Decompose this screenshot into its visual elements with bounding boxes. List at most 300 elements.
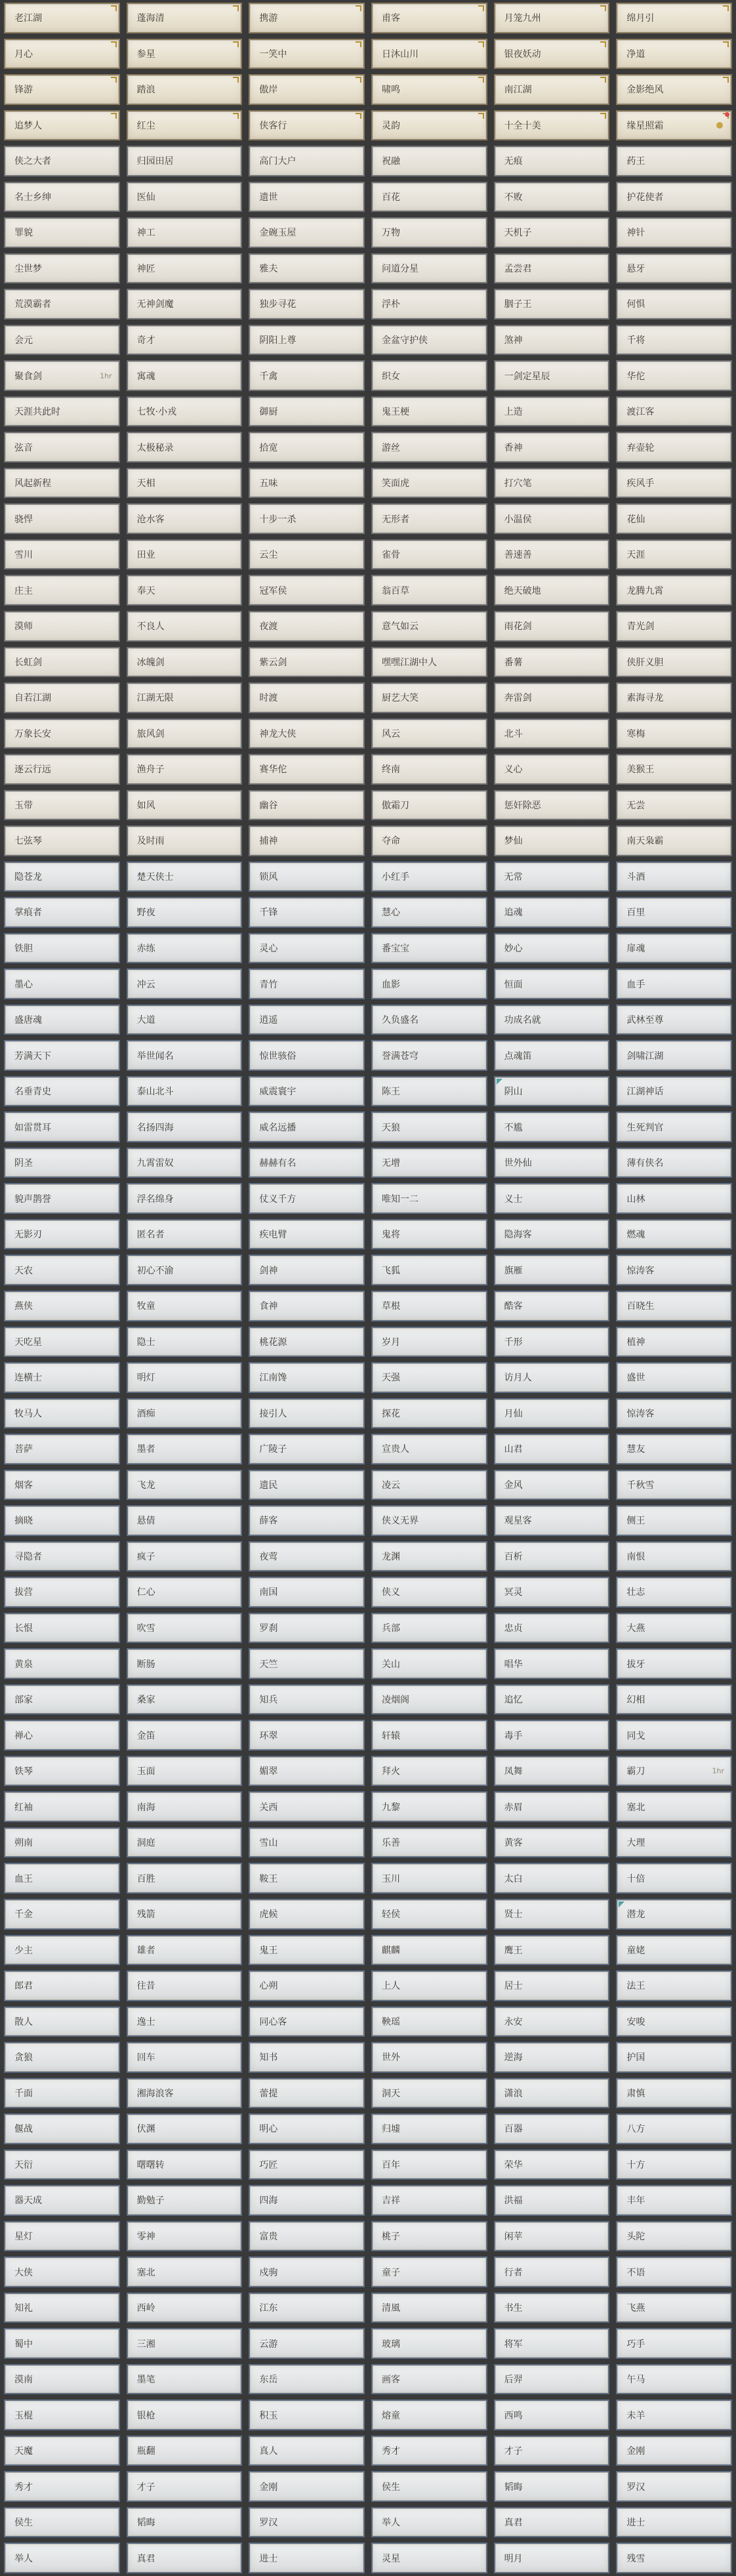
title-tag[interactable]	[616, 1863, 732, 1894]
title-tag[interactable]	[4, 146, 120, 177]
title-tag[interactable]	[616, 2471, 732, 2502]
title-tag[interactable]	[127, 2328, 243, 2359]
title-tag[interactable]	[127, 2113, 243, 2144]
title-tag[interactable]	[616, 74, 732, 105]
title-tag[interactable]	[371, 1970, 487, 2001]
title-tag[interactable]	[127, 1577, 243, 1608]
title-tag[interactable]	[494, 2006, 610, 2037]
title-tag[interactable]	[494, 1791, 610, 1822]
title-tag[interactable]	[371, 2185, 487, 2216]
title-tag[interactable]	[494, 1935, 610, 1966]
title-tag[interactable]	[494, 790, 610, 821]
title-tag[interactable]	[494, 217, 610, 248]
title-tag[interactable]	[249, 2042, 365, 2073]
title-tag[interactable]	[616, 2436, 732, 2466]
title-tag[interactable]	[616, 1291, 732, 1321]
title-tag[interactable]	[616, 468, 732, 499]
title-tag[interactable]	[371, 2113, 487, 2144]
title-tag[interactable]	[371, 1684, 487, 1715]
title-tag[interactable]	[249, 2078, 365, 2109]
title-tag[interactable]	[616, 2364, 732, 2395]
title-tag[interactable]	[127, 1970, 243, 2001]
title-tag[interactable]	[127, 1684, 243, 1715]
title-tag[interactable]	[616, 2042, 732, 2073]
title-tag[interactable]	[494, 1577, 610, 1608]
title-tag[interactable]	[494, 1505, 610, 1536]
title-tag[interactable]	[494, 1756, 610, 1787]
title-tag[interactable]	[616, 575, 732, 606]
title-tag[interactable]	[494, 2399, 610, 2430]
title-tag[interactable]	[127, 3, 243, 33]
title-tag[interactable]	[494, 1827, 610, 1858]
title-tag[interactable]	[127, 253, 243, 284]
title-tag[interactable]	[249, 682, 365, 713]
title-tag[interactable]	[494, 897, 610, 928]
title-tag[interactable]	[371, 110, 487, 141]
title-tag[interactable]	[616, 1684, 732, 1715]
title-tag[interactable]	[371, 182, 487, 213]
title-tag[interactable]	[616, 1327, 732, 1358]
title-tag[interactable]	[249, 539, 365, 570]
title-tag[interactable]	[4, 1111, 120, 1142]
title-tag[interactable]	[371, 1362, 487, 1393]
title-tag[interactable]	[371, 790, 487, 821]
title-tag[interactable]	[249, 1040, 365, 1071]
title-tag[interactable]	[249, 432, 365, 463]
title-tag[interactable]	[4, 825, 120, 856]
title-tag[interactable]	[494, 611, 610, 642]
title-tag[interactable]	[616, 1827, 732, 1858]
title-tag[interactable]	[127, 1219, 243, 1250]
title-tag[interactable]	[127, 74, 243, 105]
title-tag[interactable]	[127, 468, 243, 499]
title-tag[interactable]	[249, 1756, 365, 1787]
title-tag[interactable]	[249, 1255, 365, 1285]
title-tag[interactable]	[494, 74, 610, 105]
title-tag[interactable]	[616, 1791, 732, 1822]
title-tag[interactable]	[4, 754, 120, 785]
title-tag[interactable]	[249, 2328, 365, 2359]
title-tag[interactable]	[494, 503, 610, 534]
title-tag[interactable]	[494, 1470, 610, 1501]
title-tag[interactable]	[371, 718, 487, 749]
title-tag[interactable]	[371, 2364, 487, 2395]
title-tag[interactable]	[249, 182, 365, 213]
title-tag[interactable]	[127, 1148, 243, 1178]
title-tag[interactable]	[494, 1970, 610, 2001]
title-tag[interactable]	[494, 1899, 610, 1930]
title-tag[interactable]	[127, 1398, 243, 1429]
title-tag[interactable]	[249, 39, 365, 70]
title-tag[interactable]	[4, 217, 120, 248]
title-tag[interactable]	[494, 2185, 610, 2216]
title-tag[interactable]	[371, 2399, 487, 2430]
title-tag[interactable]	[127, 825, 243, 856]
title-tag[interactable]	[249, 862, 365, 892]
title-tag[interactable]	[4, 1970, 120, 2001]
title-tag[interactable]	[127, 432, 243, 463]
title-tag[interactable]	[127, 2042, 243, 2073]
title-tag[interactable]	[494, 1327, 610, 1358]
title-tag[interactable]	[616, 862, 732, 892]
title-tag[interactable]	[371, 647, 487, 678]
title-tag[interactable]	[127, 2399, 243, 2430]
title-tag[interactable]	[249, 2150, 365, 2180]
title-tag[interactable]	[127, 110, 243, 141]
title-tag[interactable]	[249, 754, 365, 785]
title-tag[interactable]	[249, 1362, 365, 1393]
title-tag[interactable]	[371, 1756, 487, 1787]
title-tag[interactable]	[249, 575, 365, 606]
title-tag[interactable]	[616, 110, 732, 141]
title-tag[interactable]	[494, 1541, 610, 1572]
title-tag[interactable]	[371, 862, 487, 892]
title-tag[interactable]	[494, 2507, 610, 2538]
title-tag[interactable]	[127, 1720, 243, 1751]
title-tag[interactable]	[127, 1470, 243, 1501]
title-tag[interactable]	[249, 1291, 365, 1321]
title-tag[interactable]	[616, 2507, 732, 2538]
title-tag[interactable]	[371, 1648, 487, 1679]
title-tag[interactable]	[127, 539, 243, 570]
title-tag[interactable]	[371, 3, 487, 33]
title-tag[interactable]	[494, 468, 610, 499]
title-tag[interactable]	[371, 1219, 487, 1250]
title-tag[interactable]	[371, 253, 487, 284]
title-tag[interactable]	[371, 146, 487, 177]
title-tag[interactable]	[4, 2471, 120, 2502]
title-tag[interactable]	[249, 1398, 365, 1429]
title-tag[interactable]	[371, 1863, 487, 1894]
title-tag[interactable]	[371, 432, 487, 463]
title-tag[interactable]	[371, 539, 487, 570]
title-tag[interactable]	[371, 1470, 487, 1501]
title-tag[interactable]	[616, 2006, 732, 2037]
title-tag[interactable]	[249, 1148, 365, 1178]
title-tag[interactable]	[4, 396, 120, 427]
title-tag[interactable]	[616, 1148, 732, 1178]
title-tag[interactable]	[127, 2256, 243, 2287]
title-tag[interactable]	[4, 1327, 120, 1358]
title-tag[interactable]	[371, 1040, 487, 1071]
title-tag[interactable]	[127, 289, 243, 320]
title-tag[interactable]	[249, 1434, 365, 1465]
title-tag[interactable]	[616, 1111, 732, 1142]
title-tag[interactable]	[616, 1970, 732, 2001]
title-tag[interactable]	[616, 1613, 732, 1644]
title-tag[interactable]	[249, 968, 365, 999]
title-tag[interactable]	[249, 2006, 365, 2037]
title-tag[interactable]	[494, 325, 610, 356]
title-tag[interactable]	[616, 503, 732, 534]
title-tag[interactable]	[4, 468, 120, 499]
title-tag[interactable]	[494, 1362, 610, 1393]
title-tag[interactable]	[616, 754, 732, 785]
title-tag[interactable]	[371, 1827, 487, 1858]
title-tag[interactable]	[616, 1720, 732, 1751]
title-tag[interactable]	[249, 2113, 365, 2144]
title-tag[interactable]	[249, 1541, 365, 1572]
title-tag[interactable]	[249, 1505, 365, 1536]
title-tag[interactable]	[371, 897, 487, 928]
title-tag[interactable]	[494, 682, 610, 713]
title-tag[interactable]	[494, 1863, 610, 1894]
title-tag[interactable]	[249, 1720, 365, 1751]
title-tag[interactable]	[127, 611, 243, 642]
title-tag[interactable]	[494, 39, 610, 70]
title-tag[interactable]	[616, 1183, 732, 1214]
title-tag[interactable]	[371, 754, 487, 785]
title-tag[interactable]	[371, 396, 487, 427]
title-tag[interactable]	[249, 2256, 365, 2287]
title-tag[interactable]	[4, 2185, 120, 2216]
title-tag[interactable]	[4, 718, 120, 749]
title-tag[interactable]	[127, 968, 243, 999]
title-tag[interactable]	[616, 2078, 732, 2109]
title-tag[interactable]	[4, 862, 120, 892]
title-tag[interactable]	[371, 1613, 487, 1644]
title-tag[interactable]	[616, 1434, 732, 1465]
title-tag[interactable]	[494, 754, 610, 785]
title-tag[interactable]	[616, 396, 732, 427]
title-tag[interactable]	[4, 647, 120, 678]
title-tag[interactable]	[4, 2507, 120, 2538]
title-tag[interactable]	[127, 1541, 243, 1572]
title-tag[interactable]	[371, 1291, 487, 1321]
title-tag[interactable]	[127, 2471, 243, 2502]
title-tag[interactable]	[371, 968, 487, 999]
title-tag[interactable]	[127, 1935, 243, 1966]
title-tag[interactable]	[127, 1040, 243, 1071]
title-tag[interactable]	[494, 2293, 610, 2323]
title-tag[interactable]	[127, 1648, 243, 1679]
title-tag[interactable]	[371, 1111, 487, 1142]
title-tag[interactable]	[616, 1255, 732, 1285]
title-tag[interactable]	[371, 74, 487, 105]
title-tag[interactable]	[4, 253, 120, 284]
title-tag[interactable]	[371, 1935, 487, 1966]
title-tag[interactable]	[249, 74, 365, 105]
title-tag[interactable]	[127, 647, 243, 678]
title-tag[interactable]	[371, 1148, 487, 1178]
title-tag[interactable]	[249, 1648, 365, 1679]
title-tag[interactable]	[616, 1470, 732, 1501]
title-tag[interactable]	[371, 575, 487, 606]
title-tag[interactable]	[4, 968, 120, 999]
title-tag[interactable]	[616, 647, 732, 678]
title-tag[interactable]	[4, 1720, 120, 1751]
title-tag[interactable]	[494, 1040, 610, 1071]
title-tag[interactable]	[371, 611, 487, 642]
title-tag[interactable]	[371, 39, 487, 70]
title-tag[interactable]	[371, 1183, 487, 1214]
title-tag[interactable]	[371, 2293, 487, 2323]
title-tag[interactable]	[371, 1255, 487, 1285]
title-tag[interactable]	[371, 2078, 487, 2109]
title-tag[interactable]	[4, 1183, 120, 1214]
title-tag[interactable]	[127, 1327, 243, 1358]
title-tag[interactable]	[249, 503, 365, 534]
title-tag[interactable]	[494, 1434, 610, 1465]
title-tag[interactable]	[616, 1648, 732, 1679]
title-tag[interactable]	[371, 2507, 487, 2538]
title-tag[interactable]	[4, 1613, 120, 1644]
title-tag[interactable]	[371, 289, 487, 320]
title-tag[interactable]	[127, 1827, 243, 1858]
title-tag[interactable]	[4, 1827, 120, 1858]
title-tag[interactable]	[494, 2471, 610, 2502]
title-tag[interactable]	[494, 1076, 610, 1107]
title-tag[interactable]	[494, 825, 610, 856]
title-tag[interactable]	[371, 933, 487, 964]
title-tag[interactable]	[127, 790, 243, 821]
title-tag[interactable]	[249, 2221, 365, 2252]
title-tag[interactable]	[494, 1720, 610, 1751]
title-tag[interactable]	[494, 1148, 610, 1178]
title-tag[interactable]	[616, 182, 732, 213]
title-tag[interactable]	[249, 1219, 365, 1250]
title-tag[interactable]	[371, 1005, 487, 1035]
title-tag[interactable]	[4, 2543, 120, 2573]
title-tag[interactable]	[4, 503, 120, 534]
title-tag[interactable]	[494, 1648, 610, 1679]
title-tag[interactable]	[4, 2150, 120, 2180]
title-tag[interactable]	[371, 1791, 487, 1822]
title-tag[interactable]	[127, 1005, 243, 1035]
title-tag[interactable]	[616, 432, 732, 463]
title-tag[interactable]	[616, 825, 732, 856]
title-tag[interactable]	[4, 74, 120, 105]
title-tag[interactable]	[127, 2078, 243, 2109]
title-tag[interactable]	[494, 2221, 610, 2252]
title-tag[interactable]	[371, 2221, 487, 2252]
title-tag[interactable]	[494, 575, 610, 606]
title-tag[interactable]	[249, 289, 365, 320]
title-tag[interactable]	[4, 2006, 120, 2037]
title-tag[interactable]	[127, 2507, 243, 2538]
title-tag[interactable]	[616, 2328, 732, 2359]
title-tag[interactable]	[371, 2150, 487, 2180]
title-tag[interactable]	[494, 396, 610, 427]
title-tag[interactable]	[494, 182, 610, 213]
title-tag[interactable]	[494, 2042, 610, 2073]
title-tag[interactable]	[371, 682, 487, 713]
title-tag[interactable]	[249, 1863, 365, 1894]
title-tag[interactable]	[494, 289, 610, 320]
title-tag[interactable]	[127, 2543, 243, 2573]
title-tag[interactable]	[494, 1005, 610, 1035]
title-tag[interactable]	[249, 2364, 365, 2395]
title-tag[interactable]	[371, 1327, 487, 1358]
title-tag[interactable]	[616, 1040, 732, 1071]
title-tag[interactable]	[616, 146, 732, 177]
title-tag[interactable]	[494, 968, 610, 999]
title-tag[interactable]	[494, 253, 610, 284]
title-tag[interactable]	[249, 2436, 365, 2466]
title-tag[interactable]	[371, 2471, 487, 2502]
title-tag[interactable]	[616, 1505, 732, 1536]
title-tag[interactable]	[494, 1398, 610, 1429]
title-tag[interactable]	[249, 1935, 365, 1966]
title-tag[interactable]	[4, 1148, 120, 1178]
title-tag[interactable]	[249, 2471, 365, 2502]
title-tag[interactable]	[127, 2293, 243, 2323]
title-tag[interactable]	[616, 968, 732, 999]
title-tag[interactable]	[127, 360, 243, 391]
title-tag[interactable]	[616, 1362, 732, 1393]
title-tag[interactable]	[371, 1398, 487, 1429]
title-tag[interactable]	[127, 1613, 243, 1644]
title-tag[interactable]	[371, 217, 487, 248]
title-tag[interactable]	[494, 2364, 610, 2395]
title-tag[interactable]	[494, 862, 610, 892]
title-tag[interactable]	[127, 897, 243, 928]
title-tag[interactable]	[371, 1577, 487, 1608]
title-tag[interactable]	[4, 2256, 120, 2287]
title-tag[interactable]	[371, 325, 487, 356]
title-tag[interactable]	[249, 1899, 365, 1930]
title-tag[interactable]	[371, 1505, 487, 1536]
title-tag[interactable]	[4, 1219, 120, 1250]
title-tag[interactable]	[616, 790, 732, 821]
title-tag[interactable]	[616, 1541, 732, 1572]
title-tag[interactable]	[127, 1899, 243, 1930]
title-tag[interactable]	[4, 1791, 120, 1822]
title-tag[interactable]	[616, 360, 732, 391]
title-tag[interactable]	[616, 325, 732, 356]
title-tag[interactable]	[4, 1040, 120, 1071]
title-tag[interactable]	[4, 325, 120, 356]
title-tag[interactable]	[127, 182, 243, 213]
title-tag[interactable]	[127, 575, 243, 606]
title-tag[interactable]	[371, 2543, 487, 2573]
title-tag[interactable]	[4, 2113, 120, 2144]
title-tag[interactable]	[4, 1005, 120, 1035]
title-tag[interactable]	[616, 1577, 732, 1608]
title-tag[interactable]	[616, 611, 732, 642]
title-tag[interactable]	[494, 1111, 610, 1142]
title-tag[interactable]	[616, 217, 732, 248]
title-tag[interactable]	[616, 2185, 732, 2216]
title-tag[interactable]	[494, 110, 610, 141]
title-tag[interactable]	[127, 718, 243, 749]
title-tag[interactable]	[494, 1255, 610, 1285]
title-tag[interactable]	[249, 3, 365, 33]
title-tag[interactable]	[4, 2042, 120, 2073]
title-tag[interactable]	[371, 360, 487, 391]
title-tag[interactable]	[127, 682, 243, 713]
title-tag[interactable]	[249, 611, 365, 642]
title-tag[interactable]	[249, 468, 365, 499]
title-tag[interactable]	[371, 2328, 487, 2359]
title-tag[interactable]	[127, 2185, 243, 2216]
title-tag[interactable]	[4, 1684, 120, 1715]
title-tag[interactable]	[127, 1111, 243, 1142]
title-tag[interactable]	[249, 790, 365, 821]
title-tag[interactable]	[616, 1219, 732, 1250]
title-tag[interactable]	[249, 647, 365, 678]
title-tag[interactable]	[494, 432, 610, 463]
title-tag[interactable]	[4, 933, 120, 964]
title-tag[interactable]	[127, 1076, 243, 1107]
title-tag[interactable]	[616, 39, 732, 70]
title-tag[interactable]	[127, 2436, 243, 2466]
title-tag[interactable]	[249, 1327, 365, 1358]
title-tag[interactable]	[371, 1720, 487, 1751]
title-tag[interactable]	[4, 1541, 120, 1572]
title-tag[interactable]	[249, 2185, 365, 2216]
title-tag[interactable]	[4, 432, 120, 463]
